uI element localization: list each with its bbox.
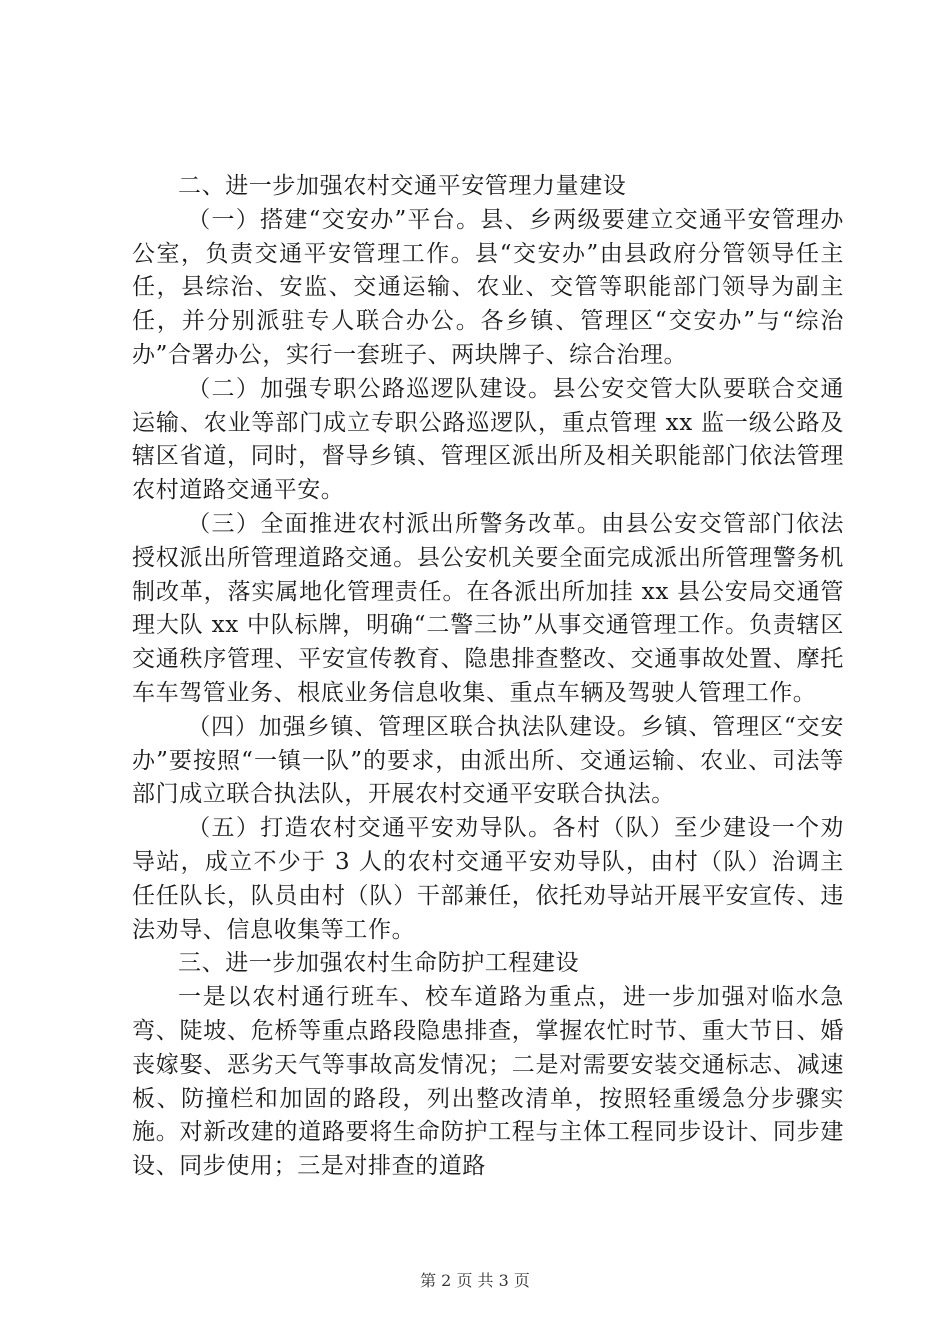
paragraph-item-2: （二）加强专职公路巡逻队建设。县公安交管大队要联合交通运输、农业等部门成立专职公路巡逻队，重点管理 xx 监一级公路及辖区省道，同时，督导乡镇、管理区派出所及相关职能部门依法管理农村道路交通平安。	[132, 375, 844, 504]
paragraph-item-1: （一）搭建“交安办”平台。县、乡两级要建立交通平安管理办公室，负责交通平安管理工作。县“交安办”由县政府分管领导任主任，县综治、安监、交通运输、农业、交管等职能部门领导为副主任，并分别派驻专人联合办公。各乡镇、管理区“交安办”与“综治办”合署办公，实行一套班子、两块牌子、综合治理。	[132, 206, 844, 368]
page-footer: 第 2 页 共 3 页	[420, 1271, 530, 1290]
section-heading-2: 二、进一步加强农村交通平安管理力量建设	[178, 173, 627, 199]
paragraph-body: 一是以农村通行班车、校车道路为重点，进一步加强对临水急弯、陡坡、危桥等重点路段隐患排查，掌握农忙时节、重大节日、婚丧嫁娶、恶劣天气等事故高发情况；二是对需要安装交通标志、减速板、防撞栏和加固的路段，列出整改清单，按照轻重缓急分步骤实施。对新改建的道路要将生命防护工程与主体工程同步设计、同步建设、同步使用；三是对排查的道路	[132, 984, 844, 1180]
paragraph-item-3: （三）全面推进农村派出所警务改革。由县公安交管部门依法授权派出所管理道路交通。县公安机关要全面完成派出所管理警务机制改革，落实属地化管理责任。在各派出所加挂 xx 县公安局交通管理大队 xx 中队标牌，明确“二警三协”从事交通管理工作。负责辖区交通秩序管理、平安宣传教育、隐患排查整改、交通事故处置、摩托车车驾管业务、根底业务信息收集、重点车辆及驾驶人管理工作。	[132, 510, 844, 706]
paragraph-item-4: （四）加强乡镇、管理区联合执法队建设。乡镇、管理区“交安办”要按照“一镇一队”的要求，由派出所、交通运输、农业、司法等部门成立联合执法队，开展农村交通平安联合执法。	[132, 713, 844, 808]
section-heading-3: 三、进一步加强农村生命防护工程建设	[178, 950, 580, 977]
document-body	[132, 170, 844, 1184]
paragraph-item-5: （五）打造农村交通平安劝导队。各村（队）至少建设一个劝导站，成立不少于 3 人的农村交通平安劝导队，由村（队）治调主任任队长，队员由村（队）干部兼任，依托劝导站开展平安宣传、违法劝导、信息收集等工作。	[132, 815, 844, 943]
